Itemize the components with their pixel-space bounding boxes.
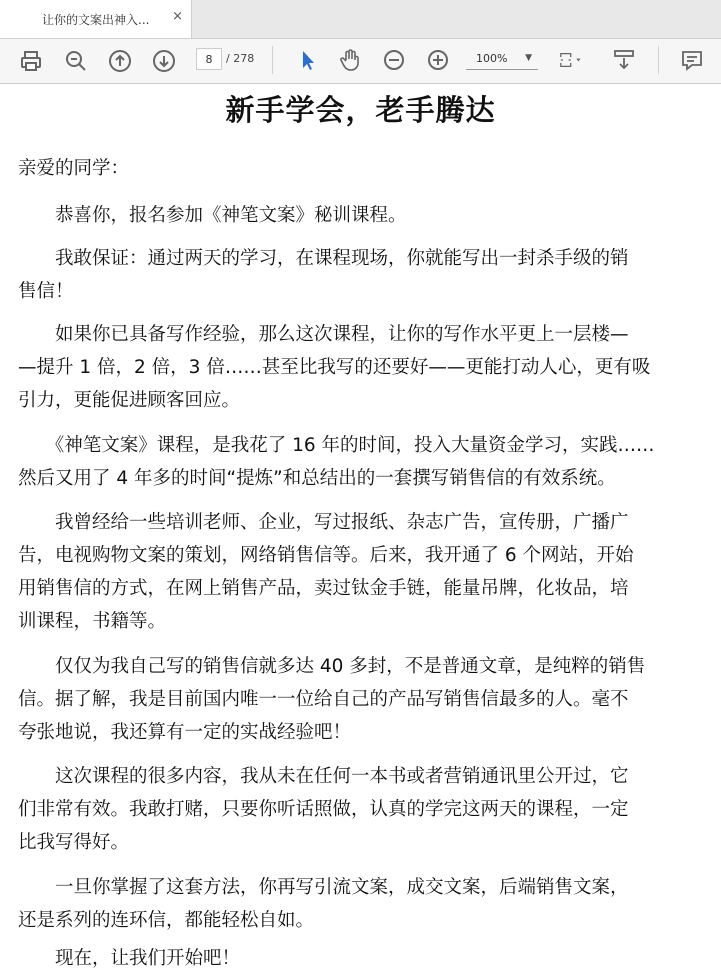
- minus-icon[interactable]: [382, 48, 406, 72]
- text-line: 恭喜你，报名参加《神笔文案》秘训课程。: [18, 205, 407, 226]
- tab-title: 让你的文案出神入...: [42, 13, 150, 27]
- text-line: 夸张地说，我还算有一定的实战经验吧！: [18, 722, 352, 743]
- text-line: 售信！: [18, 281, 74, 302]
- fit-page-icon[interactable]: [558, 48, 592, 72]
- text-line: 然后又用了 4 年多的时间“提炼”和总结出的一套撰写销售信的有效系统。: [18, 468, 616, 489]
- next-page-icon[interactable]: [152, 49, 176, 73]
- page-total: / 278: [226, 52, 255, 65]
- text-line: 一旦你掌握了这套方法，你再写引流文案，成交文案，后端销售文案，: [18, 877, 629, 898]
- text-line: 《神笔文案》课程，是我花了 16 年的时间，投入大量资金学习，实践……: [18, 435, 655, 456]
- text-line: 引力，更能促进顾客回应。: [18, 390, 241, 411]
- chevron-down-icon: ▼: [525, 53, 532, 63]
- zoom-out-icon[interactable]: [64, 49, 88, 73]
- close-tab-icon[interactable]: ×: [172, 9, 183, 24]
- text-line: 训课程，书籍等。: [18, 611, 167, 632]
- document-page: [0, 84, 721, 976]
- toolbar-divider: [272, 46, 273, 74]
- scroll-mode-icon[interactable]: [612, 48, 636, 72]
- text-line: 们非常有效。我敢打赌，只要你听话照做，认真的学完这两天的课程，一定: [18, 799, 629, 820]
- text-line: 如果你已具备写作经验，那么这次课程，让你的写作水平更上一层楼—: [18, 324, 629, 345]
- text-line: 亲爱的同学：: [18, 158, 130, 179]
- toolbar-divider: [658, 46, 659, 74]
- zoom-select[interactable]: [466, 48, 538, 70]
- document-tab[interactable]: [0, 0, 192, 38]
- text-line: 现在，让我们开始吧！: [18, 948, 241, 969]
- prev-page-icon[interactable]: [108, 49, 132, 73]
- page-number-input[interactable]: 8: [196, 48, 222, 70]
- text-line: 用销售信的方式，在网上销售产品，卖过钛金手链，能量吊牌，化妆品，培: [18, 578, 629, 599]
- page-title: 新手学会，老手腾达: [225, 93, 496, 127]
- text-line: 我敢保证：通过两天的学习，在课程现场，你就能写出一封杀手级的销: [18, 248, 629, 269]
- text-line: 告，电视购物文案的策划，网络销售信等。后来，我开通了 6 个网站，开始: [18, 545, 634, 566]
- text-line: 仅仅为我自己写的销售信就多达 40 多封，不是普通文章，是纯粹的销售: [18, 656, 646, 677]
- tab-bar: [0, 0, 721, 39]
- text-line: 还是系列的连环信，都能轻松自如。: [18, 910, 315, 931]
- text-line: 这次课程的很多内容，我从未在任何一本书或者营销通讯里公开过，它: [18, 766, 629, 787]
- print-icon[interactable]: [19, 49, 43, 73]
- comment-icon[interactable]: [680, 48, 704, 72]
- select-tool-icon[interactable]: [296, 48, 320, 72]
- text-line: 我曾经给一些培训老师、企业，写过报纸、杂志广告，宣传册，广播广: [18, 512, 629, 533]
- hand-tool-icon[interactable]: [338, 48, 362, 72]
- text-line: —提升 1 倍，2 倍，3 倍……甚至比我写的还要好——更能打动人心，更有吸: [18, 357, 651, 378]
- plus-icon[interactable]: [426, 48, 450, 72]
- text-line: 信。据了解，我是目前国内唯一一位给自己的产品写销售信最多的人。毫不: [18, 689, 629, 710]
- zoom-value: 100%: [476, 52, 508, 65]
- text-line: 比我写得好。: [18, 832, 130, 853]
